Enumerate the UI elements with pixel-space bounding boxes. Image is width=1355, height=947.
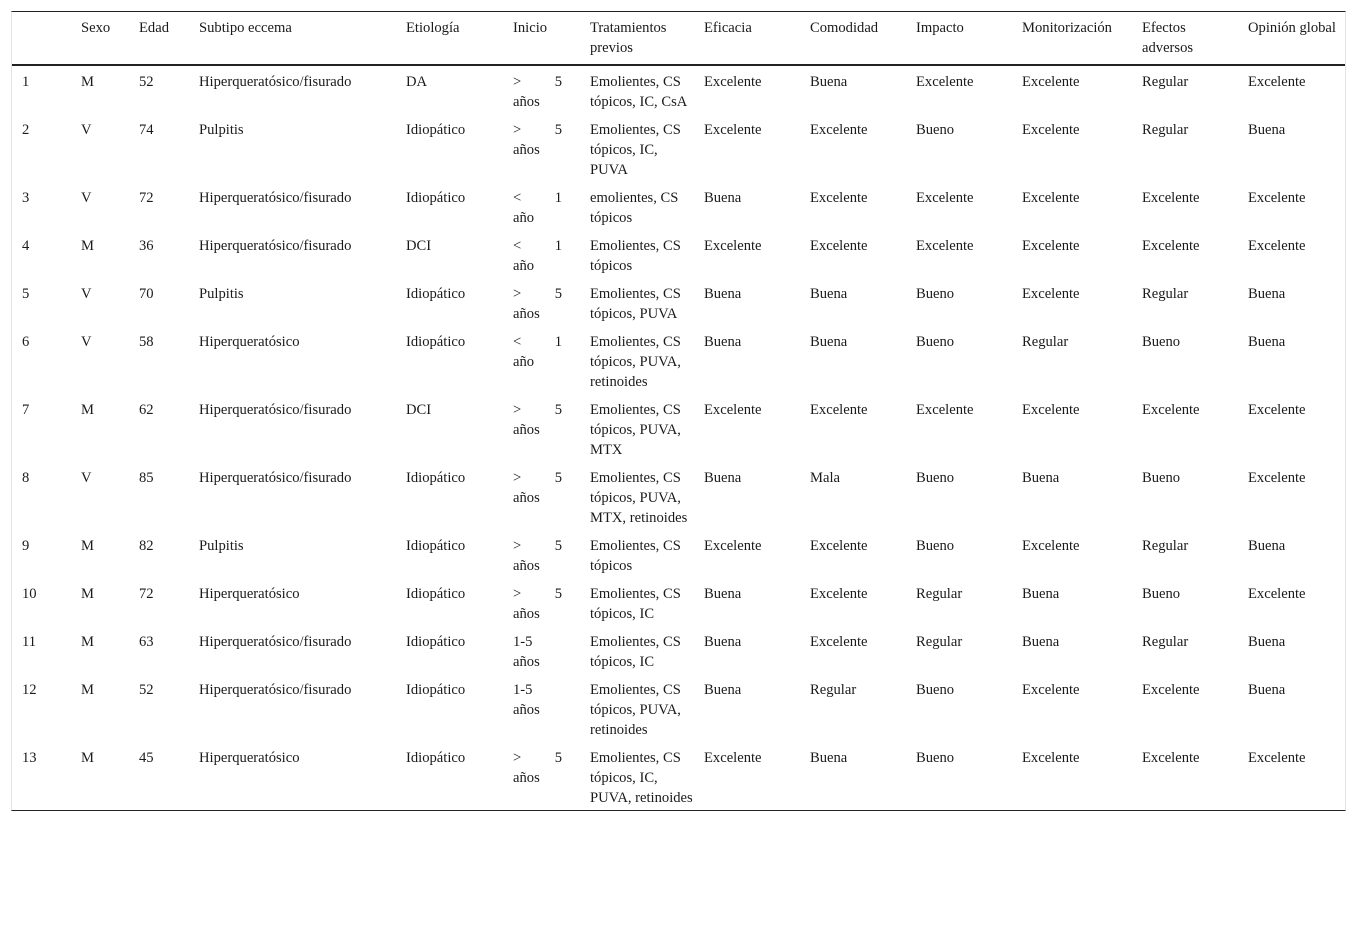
cell-monitorizacion: Excelente — [1022, 122, 1080, 138]
cell-etiologia: Idiopático — [406, 682, 466, 698]
table-row — [12, 114, 1345, 182]
cell-monitorizacion: Excelente — [1022, 402, 1080, 418]
cell-tratamientos: Emolientes, CS tópicos, IC — [590, 634, 681, 670]
cell-opinion: Buena — [1248, 538, 1286, 554]
cell-monitorizacion: Excelente — [1022, 74, 1080, 90]
cell-subtipo: Hiperqueratósico/fisurado — [199, 74, 352, 90]
cell-etiologia: Idiopático — [406, 334, 466, 350]
cell-eficacia: Buena — [704, 586, 742, 602]
table-row — [12, 326, 1345, 394]
cell-comodidad: Buena — [810, 750, 848, 766]
column-header-tratamientos: Tratamientos previos — [580, 12, 694, 65]
cell-eficacia: Buena — [704, 286, 742, 302]
table-row — [12, 674, 1345, 742]
column-header-comodidad: Comodidad — [800, 12, 906, 65]
cell-tratamientos: emolientes, CS tópicos — [590, 190, 679, 226]
cell-subtipo: Hiperqueratósico — [199, 334, 300, 350]
cell-tratamientos: Emolientes, CS tópicos, PUVA, retinoides — [590, 334, 681, 390]
cell-n: 6 — [22, 334, 30, 350]
cell-sexo: V — [81, 470, 92, 486]
cell-etiologia: Idiopático — [406, 122, 466, 138]
cell-etiologia: Idiopático — [406, 750, 466, 766]
cell-opinion: Buena — [1248, 634, 1286, 650]
cell-tratamientos: Emolientes, CS tópicos, PUVA, retinoides — [590, 682, 681, 738]
cell-edad: 52 — [139, 74, 154, 90]
cell-edad: 45 — [139, 750, 154, 766]
cell-subtipo: Hiperqueratósico/fisurado — [199, 682, 352, 698]
cell-etiologia: DCI — [406, 402, 432, 418]
cell-efectos: Regular — [1142, 122, 1189, 138]
cell-n: 3 — [22, 190, 30, 206]
cell-sexo: M — [81, 238, 94, 254]
table-row — [12, 742, 1345, 810]
cell-subtipo: Hiperqueratósico/fisurado — [199, 402, 352, 418]
cell-eficacia: Buena — [704, 334, 742, 350]
cell-monitorizacion: Excelente — [1022, 750, 1080, 766]
cell-impacto: Bueno — [916, 750, 955, 766]
cell-edad: 85 — [139, 470, 154, 486]
column-header-subtipo: Subtipo eccema — [189, 12, 396, 65]
cell-inicio: > 5 años — [513, 74, 562, 110]
column-header-sexo: Sexo — [71, 12, 129, 65]
cell-comodidad: Buena — [810, 286, 848, 302]
cell-comodidad: Excelente — [810, 190, 868, 206]
cell-comodidad: Regular — [810, 682, 857, 698]
cell-sexo: M — [81, 586, 94, 602]
cell-comodidad: Excelente — [810, 402, 868, 418]
cell-sexo: V — [81, 286, 92, 302]
cell-edad: 62 — [139, 402, 154, 418]
cell-eficacia: Excelente — [704, 538, 762, 554]
cell-sexo: M — [81, 538, 94, 554]
cell-opinion: Excelente — [1248, 586, 1306, 602]
cell-eficacia: Excelente — [704, 238, 762, 254]
cell-efectos: Excelente — [1142, 190, 1200, 206]
cell-impacto: Bueno — [916, 538, 955, 554]
cell-monitorizacion: Excelente — [1022, 682, 1080, 698]
cell-monitorizacion: Excelente — [1022, 190, 1080, 206]
cell-etiologia: Idiopático — [406, 190, 466, 206]
cell-impacto: Excelente — [916, 402, 974, 418]
cell-etiologia: Idiopático — [406, 470, 466, 486]
cell-impacto: Bueno — [916, 682, 955, 698]
table-row — [12, 394, 1345, 462]
cell-tratamientos: Emolientes, CS tópicos, PUVA, MTX, retinoides — [590, 470, 688, 526]
cell-comodidad: Excelente — [810, 586, 868, 602]
cell-comodidad: Excelente — [810, 634, 868, 650]
cell-efectos: Bueno — [1142, 470, 1181, 486]
cell-tratamientos: Emolientes, CS tópicos, IC — [590, 586, 681, 622]
header-row — [12, 12, 1345, 65]
cell-impacto: Excelente — [916, 74, 974, 90]
cell-impacto: Bueno — [916, 470, 955, 486]
cell-efectos: Excelente — [1142, 238, 1200, 254]
cell-efectos: Bueno — [1142, 586, 1181, 602]
cell-n: 8 — [22, 470, 30, 486]
cell-opinion: Excelente — [1248, 74, 1306, 90]
cell-n: 4 — [22, 238, 30, 254]
cell-tratamientos: Emolientes, CS tópicos — [590, 238, 681, 274]
cell-etiologia: DCI — [406, 238, 432, 254]
cell-tratamientos: Emolientes, CS tópicos, IC, PUVA, retinoides — [590, 750, 693, 806]
cell-impacto: Bueno — [916, 122, 955, 138]
patient-table-container — [11, 11, 1346, 811]
cell-eficacia: Excelente — [704, 750, 762, 766]
cell-inicio: > 5 años — [513, 402, 562, 438]
cell-eficacia: Excelente — [704, 74, 762, 90]
cell-eficacia: Buena — [704, 682, 742, 698]
cell-tratamientos: Emolientes, CS tópicos, IC, PUVA — [590, 122, 681, 178]
cell-subtipo: Hiperqueratósico/fisurado — [199, 470, 352, 486]
cell-subtipo: Pulpitis — [199, 538, 244, 554]
cell-comodidad: Buena — [810, 74, 848, 90]
column-header-eficacia: Eficacia — [694, 12, 800, 65]
cell-opinion: Excelente — [1248, 190, 1306, 206]
cell-sexo: M — [81, 750, 94, 766]
table-row — [12, 462, 1345, 530]
cell-monitorizacion: Buena — [1022, 586, 1060, 602]
cell-monitorizacion: Excelente — [1022, 538, 1080, 554]
table-row — [12, 530, 1345, 578]
cell-comodidad: Excelente — [810, 122, 868, 138]
cell-efectos: Regular — [1142, 286, 1189, 302]
cell-impacto: Regular — [916, 634, 963, 650]
cell-inicio: > 5 años — [513, 750, 562, 786]
cell-subtipo: Hiperqueratósico — [199, 586, 300, 602]
cell-tratamientos: Emolientes, CS tópicos, PUVA — [590, 286, 681, 322]
cell-etiologia: Idiopático — [406, 286, 466, 302]
cell-sexo: M — [81, 74, 94, 90]
cell-comodidad: Mala — [810, 470, 840, 486]
cell-n: 7 — [22, 402, 30, 418]
cell-opinion: Buena — [1248, 334, 1286, 350]
cell-subtipo: Hiperqueratósico/fisurado — [199, 238, 352, 254]
cell-subtipo: Pulpitis — [199, 122, 244, 138]
cell-efectos: Excelente — [1142, 402, 1200, 418]
cell-eficacia: Buena — [704, 470, 742, 486]
cell-tratamientos: Emolientes, CS tópicos, IC, CsA — [590, 74, 688, 110]
cell-comodidad: Buena — [810, 334, 848, 350]
column-header-edad: Edad — [129, 12, 189, 65]
cell-efectos: Excelente — [1142, 750, 1200, 766]
column-header-opinion: Opinión global — [1238, 12, 1345, 65]
cell-edad: 63 — [139, 634, 154, 650]
cell-n: 5 — [22, 286, 30, 302]
cell-etiologia: Idiopático — [406, 586, 466, 602]
cell-inicio: > 5 años — [513, 586, 562, 622]
patient-table — [12, 12, 1345, 810]
cell-inicio: < 1 año — [513, 238, 562, 274]
cell-inicio: > 5 años — [513, 122, 562, 158]
cell-n: 11 — [22, 634, 37, 650]
cell-opinion: Excelente — [1248, 470, 1306, 486]
cell-sexo: M — [81, 402, 94, 418]
cell-sexo: V — [81, 190, 92, 206]
cell-subtipo: Hiperqueratósico/fisurado — [199, 634, 352, 650]
table-row — [12, 626, 1345, 674]
cell-monitorizacion: Buena — [1022, 634, 1060, 650]
cell-sexo: M — [81, 682, 94, 698]
cell-edad: 52 — [139, 682, 154, 698]
column-header-impacto: Impacto — [906, 12, 1012, 65]
cell-n: 13 — [22, 750, 37, 766]
cell-efectos: Regular — [1142, 634, 1189, 650]
cell-comodidad: Excelente — [810, 538, 868, 554]
cell-monitorizacion: Buena — [1022, 470, 1060, 486]
table-row — [12, 578, 1345, 626]
cell-edad: 70 — [139, 286, 154, 302]
column-header-monitorizacion: Monitorización — [1012, 12, 1132, 65]
table-body — [12, 65, 1345, 810]
cell-inicio: < 1 año — [513, 334, 562, 370]
cell-monitorizacion: Excelente — [1022, 238, 1080, 254]
cell-n: 12 — [22, 682, 37, 698]
cell-n: 9 — [22, 538, 30, 554]
table-header — [12, 12, 1345, 65]
cell-impacto: Excelente — [916, 190, 974, 206]
cell-efectos: Regular — [1142, 538, 1189, 554]
cell-efectos: Bueno — [1142, 334, 1181, 350]
cell-opinion: Buena — [1248, 682, 1286, 698]
cell-sexo: V — [81, 122, 92, 138]
cell-opinion: Excelente — [1248, 402, 1306, 418]
table-row — [12, 182, 1345, 230]
cell-monitorizacion: Regular — [1022, 334, 1069, 350]
table-row — [12, 278, 1345, 326]
column-header-inicio: Inicio — [503, 12, 580, 65]
cell-impacto: Bueno — [916, 334, 955, 350]
cell-inicio: > 5 años — [513, 538, 562, 574]
cell-eficacia: Excelente — [704, 402, 762, 418]
cell-inicio: > 5 años — [513, 286, 562, 322]
cell-n: 10 — [22, 586, 37, 602]
cell-etiologia: Idiopático — [406, 538, 466, 554]
cell-tratamientos: Emolientes, CS tópicos — [590, 538, 681, 574]
cell-edad: 74 — [139, 122, 154, 138]
cell-edad: 36 — [139, 238, 154, 254]
column-header-index — [12, 12, 71, 65]
cell-efectos: Regular — [1142, 74, 1189, 90]
cell-monitorizacion: Excelente — [1022, 286, 1080, 302]
cell-tratamientos: Emolientes, CS tópicos, PUVA, MTX — [590, 402, 681, 458]
cell-opinion: Excelente — [1248, 750, 1306, 766]
cell-opinion: Buena — [1248, 286, 1286, 302]
cell-n: 2 — [22, 122, 30, 138]
cell-edad: 58 — [139, 334, 154, 350]
cell-impacto: Regular — [916, 586, 963, 602]
cell-subtipo: Hiperqueratósico/fisurado — [199, 190, 352, 206]
cell-comodidad: Excelente — [810, 238, 868, 254]
cell-opinion: Buena — [1248, 122, 1286, 138]
cell-sexo: V — [81, 334, 92, 350]
cell-impacto: Bueno — [916, 286, 955, 302]
table-row — [12, 230, 1345, 278]
cell-inicio: > 5 años — [513, 470, 562, 506]
cell-eficacia: Excelente — [704, 122, 762, 138]
cell-edad: 72 — [139, 190, 154, 206]
cell-edad: 82 — [139, 538, 154, 554]
cell-eficacia: Buena — [704, 190, 742, 206]
cell-sexo: M — [81, 634, 94, 650]
table-row — [12, 65, 1345, 114]
cell-n: 1 — [22, 74, 30, 90]
cell-inicio: 1-5 años — [513, 682, 540, 718]
cell-subtipo: Pulpitis — [199, 286, 244, 302]
cell-impacto: Excelente — [916, 238, 974, 254]
cell-opinion: Excelente — [1248, 238, 1306, 254]
cell-eficacia: Buena — [704, 634, 742, 650]
column-header-efectos: Efectos adversos — [1132, 12, 1238, 65]
cell-edad: 72 — [139, 586, 154, 602]
cell-inicio: 1-5 años — [513, 634, 540, 670]
cell-subtipo: Hiperqueratósico — [199, 750, 300, 766]
cell-efectos: Excelente — [1142, 682, 1200, 698]
cell-etiologia: Idiopático — [406, 634, 466, 650]
cell-inicio: < 1 año — [513, 190, 562, 226]
cell-etiologia: DA — [406, 74, 428, 90]
column-header-etiologia: Etiología — [396, 12, 503, 65]
